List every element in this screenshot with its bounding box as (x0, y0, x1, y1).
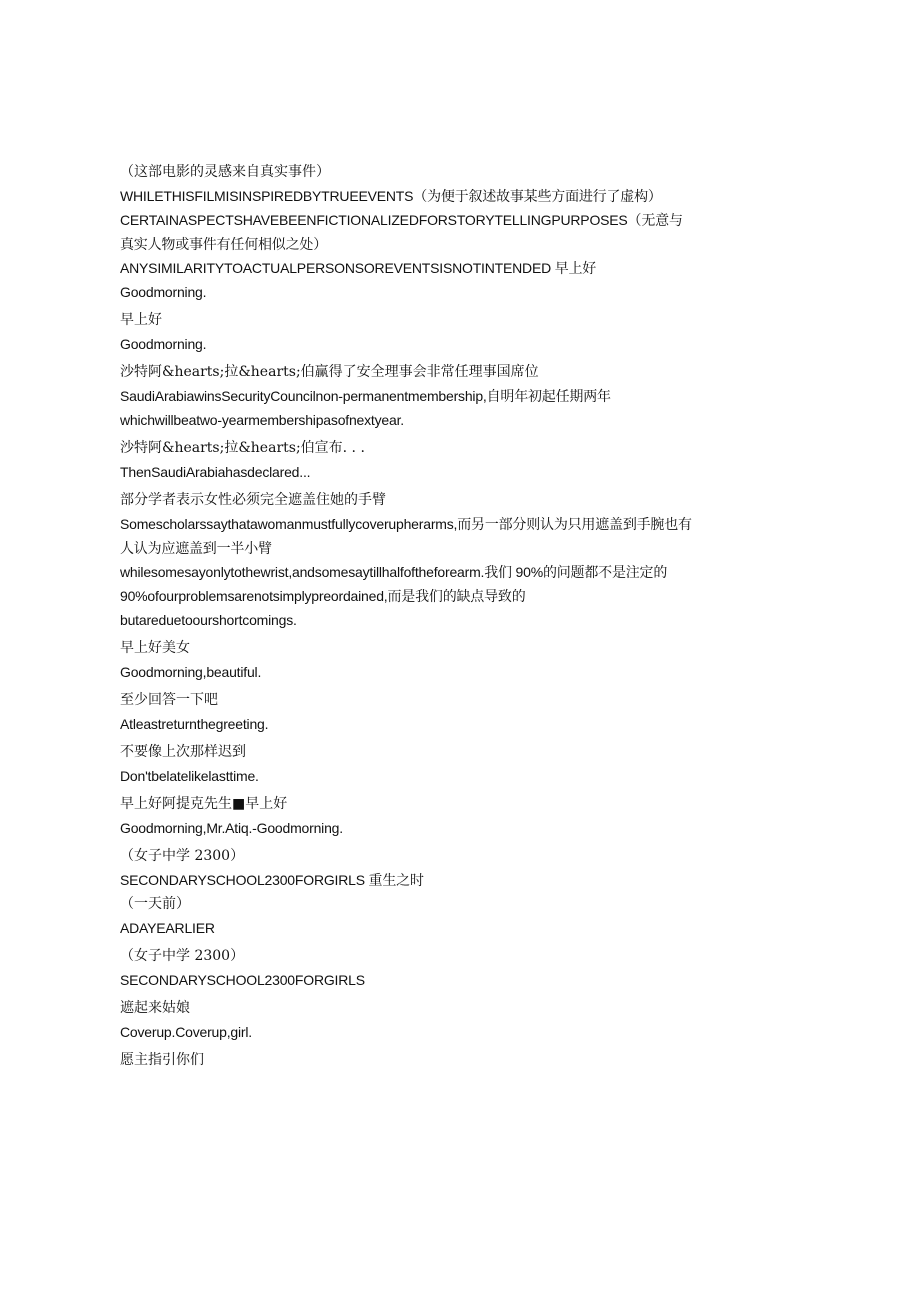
text-line: 90%ofourproblemsarenotsimplypreordained,而是我们的缺点导致的 (120, 588, 526, 604)
text-line: 早上好美女 (120, 640, 190, 656)
text-line: 沙特阿&hearts;拉&hearts;伯宣布. . . (120, 440, 365, 456)
text-line: Goodmorning,beautiful. (120, 664, 262, 680)
text-line: ThenSaudiArabiahasdeclared... (120, 464, 311, 480)
text-line: Coverup.Coverup,girl. (120, 1024, 252, 1040)
text-line: Goodmorning. (120, 336, 207, 352)
text-line: SECONDARYSCHOOL2300FORGIRLS 重生之时 (120, 872, 424, 888)
text-line: ANYSIMILARITYTOACTUALPERSONSOREVENTSISNOTINTENDED 早上好 (120, 260, 597, 276)
text-line: 遮起来姑娘 (120, 1000, 190, 1016)
text-line: whilesomesayonlytothewrist,andsomesaytillhalfoftheforearm.我们 90%的问题都不是注定的 (120, 564, 668, 580)
text-line: （这部电影的灵感来自真实事件） (120, 164, 330, 180)
text-line: butareduetoourshortcomings. (120, 612, 297, 628)
text-line: ADAYEARLIER (120, 920, 215, 936)
text-line: Somescholarssaythatawomanmustfullycoverupherarms,而另一部分则认为只用遮盖到手腕也有人认为应遮盖到一半小臂 (120, 516, 692, 556)
text-line: 不要像上次那样迟到 (120, 744, 246, 760)
text-line: whichwillbeatwo-yearmembershipasofnextyear. (120, 412, 404, 428)
text-line: WHILETHISFILMISINSPIREDBYTRUEEVENTS（为便于叙述故事某些方面进行了虚构） (120, 188, 662, 204)
text-line: Goodmorning,Mr.Atiq.-Goodmorning. (120, 820, 343, 836)
text-line: SECONDARYSCHOOL2300FORGIRLS (120, 972, 365, 988)
text-line: CERTAINASPECTSHAVEBEENFICTIONALIZEDFORSTORYTELLINGPURPOSES（无意与真实人物或事件有任何相似之处） (120, 212, 683, 252)
text-line: 早上好阿提克先生■早上好 (120, 796, 288, 812)
text-line: 部分学者表示女性必须完全遮盖住她的手臂 (120, 492, 386, 508)
text-line: Atleastreturnthegreeting. (120, 716, 269, 732)
text-line: Don'tbelatelikelasttime. (120, 768, 259, 784)
text-line: 沙特阿&hearts;拉&hearts;伯赢得了安全理事会非常任理事国席位 (120, 364, 539, 380)
text-line: （女子中学 2300） (120, 948, 245, 964)
text-line: （一天前） (120, 896, 190, 912)
subtitle-document (120, 160, 695, 1072)
text-line: 至少回答一下吧 (120, 692, 218, 708)
text-line: （女子中学 2300） (120, 848, 245, 864)
text-line: 愿主指引你们 (120, 1052, 204, 1068)
text-line: 早上好 (120, 312, 162, 328)
text-line: SaudiArabiawinsSecurityCouncilnon-permanentmembership,自明年初起任期两年 (120, 388, 611, 404)
text-line: Goodmorning. (120, 284, 207, 300)
